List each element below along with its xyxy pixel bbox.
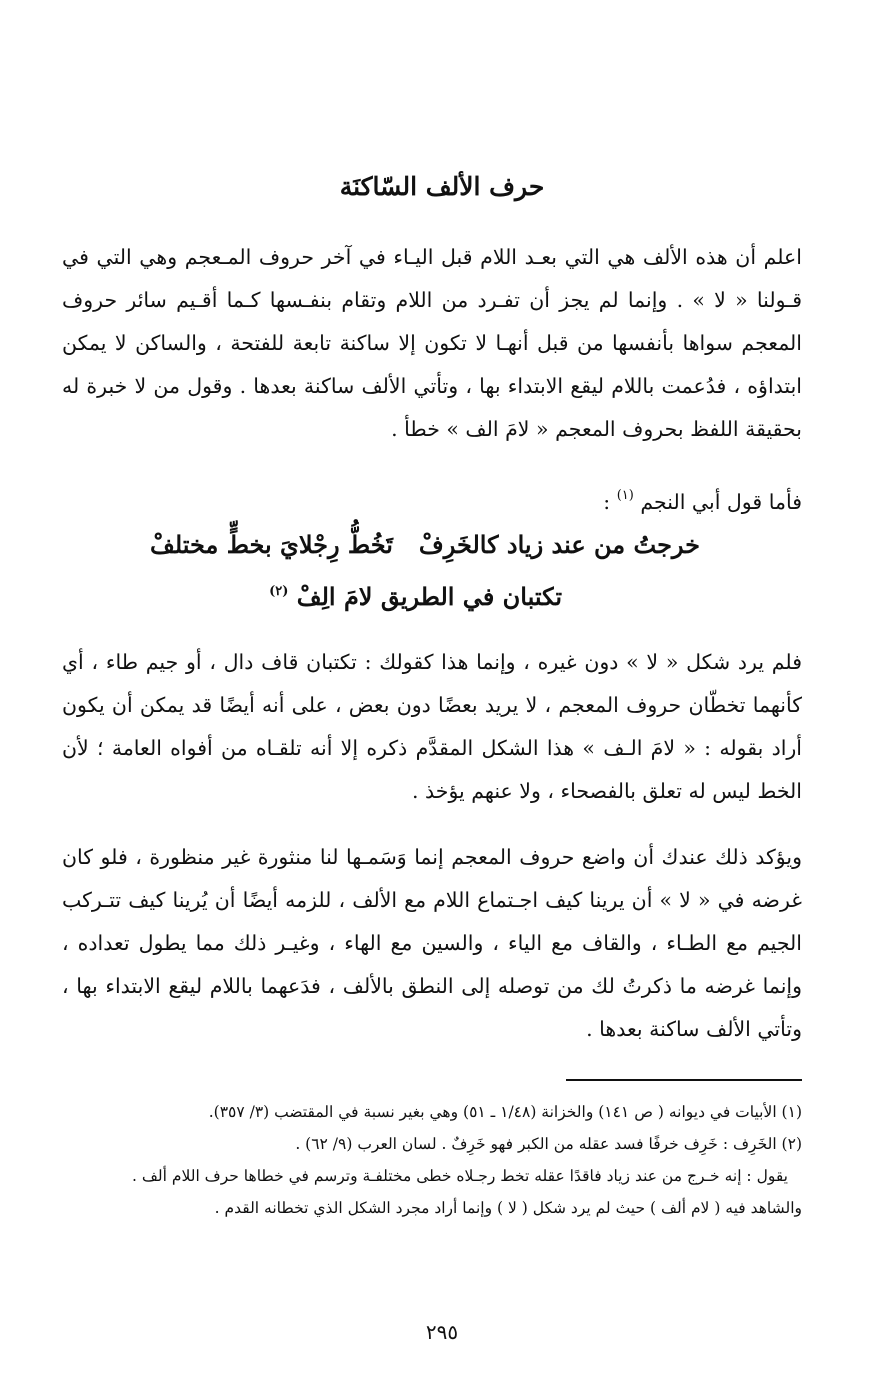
footnote-2-explanation: يقول : إنه خـرج من عند زياد فاقدًا عقله تخط رجـلاه خطى مختلفـة وترسم في خطاها حرف اللام ألف . <box>132 1167 788 1185</box>
footnote-divider <box>566 1079 802 1081</box>
footnote-ref-1: (١) <box>616 488 634 503</box>
paragraph-intro: اعلم أن هذه الألف هي التي بعـد اللام قبل اليـاء في آخر حروف المـعجم وهي التي في قـولنا « لا » . وإنما لم يجز أن تفـرد من اللام وتقام بنفـسها كـما أقـيم سائر حروف المعجم سواها بأنفسها من قبل أنهـا لا تكون إلا ساكنة تابعة للفتحة ، والساكن لا يمكن ابتداؤه ، فدُعمت باللام ليقع الابتداء بها ، وتأتي الألف ساكنة بعدها . وقول من لا خبرة له بحقيقة اللفظ بحروف المعجم « لامَ الف » خطأ . <box>62 245 802 441</box>
footnotes <box>62 1098 802 1226</box>
poem-intro-text: فأما قول أبي النجم <box>640 490 802 514</box>
poem-intro-colon: : <box>603 490 617 514</box>
page-number: ٢٩٥ <box>425 1320 459 1344</box>
paragraph-explanation: فلم يرد شكل « لا » دون غيره ، وإنما هذا كقولك : تكتبان قاف دال ، أو جيم طاء ، أي كأنهما تخطّان حروف المعجم ، لا يريد بعضًا دون بعض ، على أنه أيضًا قد يمكن أن يكون أراد بقوله : « لامَ الـف » هذا الشكل المقدَّم ذكره إلا أنه تلقـاه من أفواه العامة ؛ لأن الخط ليس له تعلق بالفصحاء ، ولا عنهم يؤخذ . <box>62 650 802 803</box>
verse-line-2 <box>269 582 562 611</box>
paragraph-poem-intro <box>62 474 802 524</box>
footnote-ref-2: (٢) <box>269 584 289 599</box>
paragraph-argument: ويؤكد ذلك عندك أن واضع حروف المعجم إنما وَسَمـها لنا منثورة غير منظورة ، فلو كان غرضه في « لا » أن يرينا كيف اجـتماع اللام مع الألف ، للزمه أيضًا أن يُرينا كيف تتـركب الجيم مع الطـاء ، والقاف مع الياء ، والسين مع الهاء ، وغيـر ذلك مما يطول تعداده ، وإنما غرضه ما ذكرتُ لك من توصله إلى النطق بالألف ، فدَعهما باللام ليقع الابتداء بها ، وتأتي الألف ساكنة بعدها . <box>62 845 802 1041</box>
verse-hemistich-1: خرجتُ من عند زياد كالخَرِفْ <box>418 530 700 559</box>
footnote-2: (٢) الخَرِف : خَرِف خرفًا فسد عقله من الكبر فهو خَرِفٌ . لسان العرب (٩/ ٦٢) . <box>295 1135 802 1153</box>
verse-line-2-text: تكتبان في الطريق لامَ الِفْ <box>296 582 562 611</box>
section-title: حرف الألف السّاكنَة <box>339 172 545 201</box>
footnote-2-witness: والشاهد فيه ( لام ألف ) حيث لم يرد شكل ( لا ) وإنما أراد مجرد الشكل الذي تخطانه القدم . <box>214 1199 802 1217</box>
verse-hemistich-2: تَخُطُّ رِجْلايَ بخطٍّ مختلفْ <box>150 530 393 559</box>
footnote-1: (١) الأبيات في ديوانه ( ص ١٤١) والخزانة (١/٤٨ ـ ٥١) وهي بغير نسبة في المقتضب (٣/ ٣٥٧). <box>208 1103 802 1121</box>
